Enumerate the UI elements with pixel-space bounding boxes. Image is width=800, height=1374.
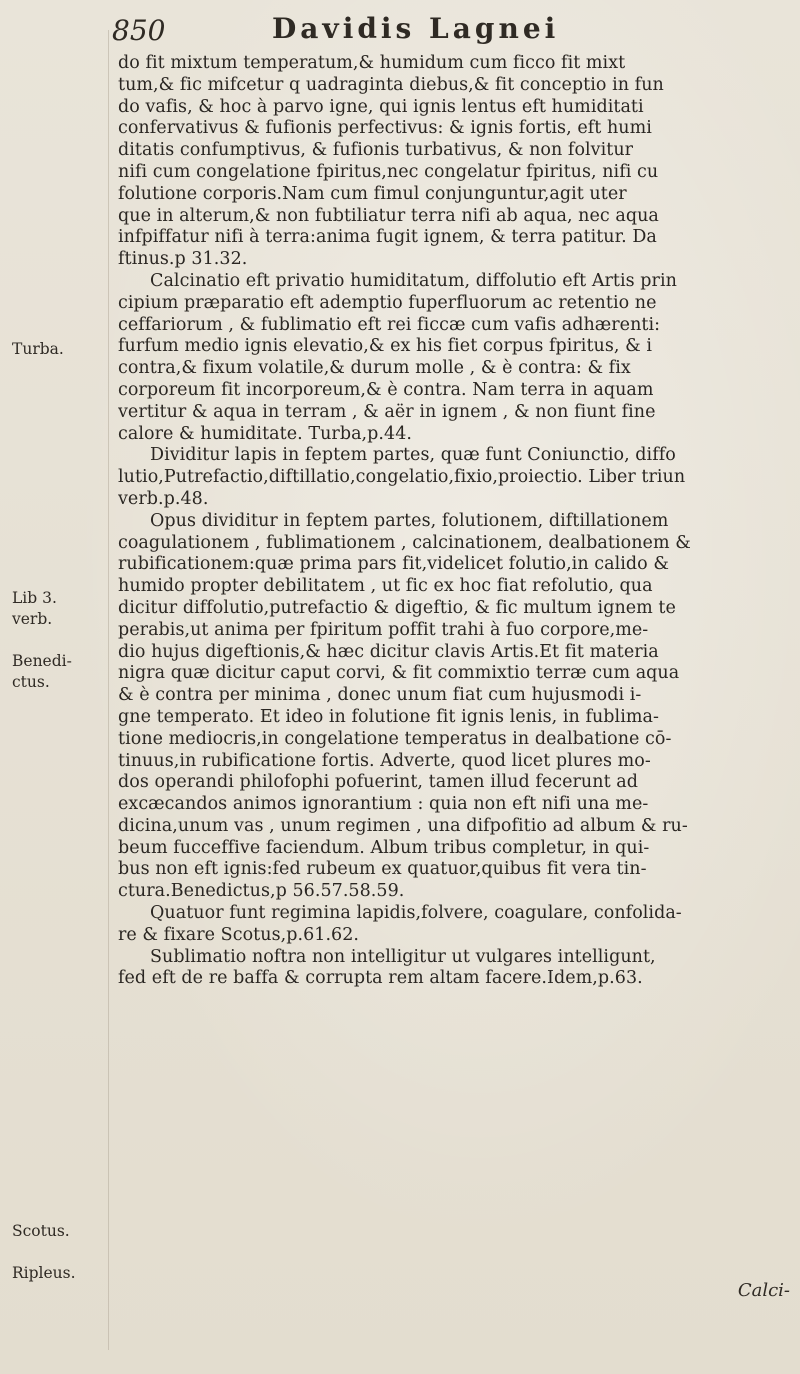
text-line: vertitur & aqua in terram , & aër in ignem , & non fiunt fine bbox=[118, 401, 656, 422]
text-line: perabis,ut anima per fpiritum poffit trahi à fuo corpore,me- bbox=[118, 619, 649, 640]
text-line: & è contra per minima , donec unum fiat cum hujusmodi i- bbox=[118, 685, 642, 706]
text-line: infpiffatur nifi à terra:anima fugit ignem, & terra patitur. Da bbox=[118, 227, 657, 248]
text-line: nigra quæ dicitur caput corvi, & fit commixtio terræ cum aqua bbox=[118, 663, 680, 684]
margin-note-turba: Turba. bbox=[12, 340, 64, 358]
text-line: gne temperato. Et ideo in folutione fit ignis lenis, in fublima- bbox=[118, 706, 659, 727]
page-header bbox=[112, 14, 792, 50]
text-line: lutio,Putrefactio,diftillatio,congelatio,fixio,proiectio. Liber triun bbox=[118, 467, 686, 488]
text-line: Calcinatio eft privatio humiditatum, diffolutio eft Artis prin bbox=[150, 270, 677, 291]
margin-note-verb: verb. bbox=[12, 610, 53, 628]
margin-note-benedi: Benedi- bbox=[12, 652, 72, 670]
text-line: ftinus.p 31.32. bbox=[118, 249, 248, 270]
text-line: folutione corporis.Nam cum fimul conjunguntur,agit uter bbox=[118, 183, 627, 204]
text-line: rubificationem:quæ prima pars fit,videlicet folutio,in calido & bbox=[118, 554, 669, 575]
margin-notes bbox=[0, 0, 110, 1374]
text-line: furfum medio ignis elevatio,& ex his fiet corpus fpiritus, & i bbox=[118, 336, 653, 357]
text-line: coagulationem , fublimationem , calcinationem, dealbationem & bbox=[118, 532, 691, 553]
text-line: beum fucceffive faciendum. Album tribus completur, in qui- bbox=[118, 837, 650, 858]
text-line: cipium præparatio eft ademptio fuperfluorum ac retentio ne bbox=[118, 292, 657, 313]
inner-margin-shadow bbox=[108, 30, 109, 1350]
text-line: ceffariorum , & fublimatio eft rei ficcæ cum vafis adhærenti: bbox=[118, 314, 661, 335]
catchword: Calci- bbox=[737, 1280, 790, 1301]
body-text bbox=[118, 53, 800, 990]
text-line: do fit mixtum temperatum,& humidum cum ficco fit mixt bbox=[118, 53, 626, 73]
text-line: Sublimatio noftra non intelligitur ut vulgares intelligunt, bbox=[150, 946, 656, 967]
text-line: fed eft de re baffa & corrupta rem altam facere.Idem,p.63. bbox=[118, 968, 643, 989]
text-line: Dividitur lapis in feptem partes, quæ funt Coniunctio, diffo bbox=[150, 445, 676, 466]
text-line: bus non eft ignis:fed rubeum ex quatuor,quibus fit vera tin- bbox=[118, 859, 647, 880]
text-line: do vafis, & hoc à parvo igne, qui ignis lentus eft humiditati bbox=[118, 96, 644, 117]
text-line: dicina,unum vas , unum regimen , una difpofitio ad album & ru- bbox=[118, 815, 688, 836]
text-line: nifi cum congelatione fpiritus,nec congelatur fpiritus, nifi cu bbox=[118, 161, 659, 182]
text-line: tinuus,in rubificatione fortis. Adverte, quod licet plures mo- bbox=[118, 750, 651, 771]
text-line: excæcandos animos ignorantium : quia non eft nifi una me- bbox=[118, 794, 649, 815]
text-line: verb.p.48. bbox=[118, 488, 209, 509]
text-line: dio hujus digeftionis,& hæc dicitur clavis Artis.Et fit materia bbox=[118, 641, 659, 662]
text-line: Opus dividitur in feptem partes, folutionem, diftillationem bbox=[150, 510, 669, 531]
text-line: contra,& fixum volatile,& durum molle , & è contra: & fix bbox=[118, 358, 631, 379]
running-head: Davidis Lagnei bbox=[272, 12, 560, 45]
text-line: humido propter debilitatem , ut fic ex hoc fiat refolutio, qua bbox=[118, 576, 653, 597]
page-number: 850 bbox=[112, 14, 166, 47]
text-line: dos operandi philofophi pofuerint, tamen illud fecerunt ad bbox=[118, 772, 638, 793]
text-line: confervativus & fufionis perfectivus: & ignis fortis, eft humi bbox=[118, 118, 652, 139]
text-line: calore & humiditate. Turba,p.44. bbox=[118, 423, 413, 444]
text-line: ditatis confumptivus, & fufionis turbativus, & non folvitur bbox=[118, 140, 634, 161]
text-line: ctura.Benedictus,p 56.57.58.59. bbox=[118, 881, 405, 902]
margin-note-ripleus: Ripleus. bbox=[12, 1264, 76, 1282]
margin-note-scotus: Scotus. bbox=[12, 1222, 70, 1240]
text-line: dicitur diffolutio,putrefactio & digeftio, & fic multum ignem te bbox=[118, 597, 676, 618]
text-line: corporeum fit incorporeum,& è contra. Nam terra in aquam bbox=[118, 379, 654, 400]
text-line: Quatuor funt regimina lapidis,folvere, coagulare, confolida- bbox=[150, 903, 682, 924]
text-line: re & fixare Scotus,p.61.62. bbox=[118, 924, 360, 945]
text-line: que in alterum,& non fubtiliatur terra nifi ab aqua, nec aqua bbox=[118, 205, 659, 226]
text-line: tum,& fic mifcetur q uadraginta diebus,& fit conceptio in fun bbox=[118, 74, 664, 95]
margin-note-ctus: ctus. bbox=[12, 673, 50, 691]
text-line: tione mediocris,in congelatione temperatus in dealbatione cō- bbox=[118, 728, 672, 749]
margin-note-lib: Lib 3. bbox=[12, 589, 57, 607]
